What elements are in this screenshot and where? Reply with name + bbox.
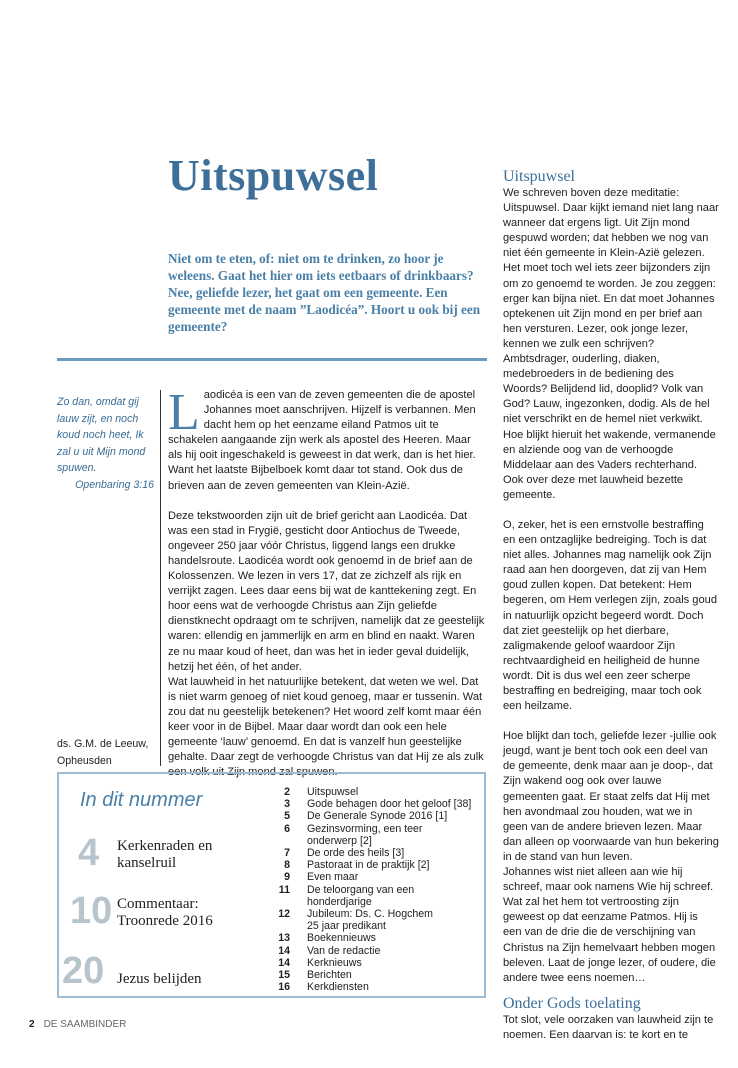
contents-item[interactable] [268, 957, 480, 969]
contents-item-title: Uitspuwsel [307, 786, 359, 798]
contents-page: 2 [284, 786, 290, 798]
paragraph-text: Deze tekstwoorden zijn uit de brief gericht aan Laodicéa. Dat was een stad in Frygië, gesticht door Antiochus de Tweede, ongeveer 250 jaar vóór Christus, liggend langs een drukke handelsroute. Laodicéa wordt ook genoemd in de brief aan de Kolossenzen. We lezen in vers 17, dat ze zichzelf als rijk en verrijkt zagen. Lees daar eens bij wat de kanttekening zegt. En hoor eens wat de verhoogde Christus aan Zijn geliefde dienstknecht opdraagt om te schrijven, namelijk dat ze geestelijk waren: ellendig en jammerlijk en arm en blind en naakt. Waren ze nu maar koud of heet, dan was het in ieder geval duidelijk, hetzij het één, of het ander. [168, 509, 485, 673]
featured-title: Commentaar: Troonrede 2016 [117, 896, 213, 929]
featured-page-number: 10 [70, 890, 113, 932]
contents-page: 8 [284, 859, 290, 872]
page-footer [29, 1019, 126, 1030]
contents-item-title: Boekennieuws [307, 932, 376, 945]
article-lead: Niet om te eten, of: niet om te drinken, zo hoor je weleens. Gaat het hier om iets eetbaars of drinkbaars? Nee, geliefde lezer, het gaat om een gemeente. Een gemeente met de naam ”Laodicéa”. Hoort u ook bij een gemeente? [168, 251, 481, 334]
contents-page: 6 [284, 822, 290, 835]
contents-list [268, 786, 480, 993]
contents-page: 12 [278, 908, 290, 921]
author-name: ds. G.M. de Leeuw, [57, 738, 149, 750]
contents-item-title: Berichten [307, 969, 352, 982]
contents-page: 5 [284, 810, 290, 823]
contents-item[interactable] [268, 981, 480, 993]
featured-item[interactable] [78, 834, 99, 872]
contents-page: 14 [278, 956, 290, 969]
body-paragraph: We schreven boven deze meditatie: Uitspuwsel. Daar kijkt iemand niet lang naar wanneer dat ergens ligt. Uit Zijn mond gespuwd worden; dat hebben we nog van niet één gemeente in Klein-Azië gelezen. Het moet toch wel iets zeer bijzonders zijn om zo genoemd te worden. Je zou zeggen: erger kan bijna niet. En dat moet Johannes optekenen uit Zijn mond en per brief aan hen versturen. Lezer, ook jonge lezer, kennen we zulk een schrijven? Ambtsdrager, ouderling, diaken, medebroeders in de bediening des Woords? Belijdend lid, dooplid? Volk van God? Lauw, ingezonken, dodig. Als de hel niet verschrikt en de hemel niet verkwikt. Hoe blijkt hieruit het wakende, vermanende en alziende oog van de verhoogde Middelaar aan des Vaders rechterhand. Ook over deze met lauwheid bezette gemeente. [503, 187, 719, 501]
contents-item[interactable] [268, 786, 480, 798]
featured-item[interactable] [70, 892, 112, 930]
quote-reference: Openbaring 3:16 [75, 478, 154, 491]
contents-item-title: Kerkdiensten [307, 981, 369, 994]
featured-title: Jezus belijden [117, 971, 202, 987]
contents-item[interactable] [268, 847, 480, 859]
contents-item-title: Gode behagen door het geloof [38] [307, 798, 472, 811]
contents-item[interactable] [268, 823, 480, 847]
author-credit [57, 736, 148, 769]
body-paragraph: Tot slot, vele oorzaken van lauwheid zijn te noemen. Een daarvan is: te kort en te [503, 1013, 714, 1041]
featured-item[interactable] [62, 952, 104, 990]
section-heading: Onder Gods toelating [503, 994, 641, 1012]
featured-item-text[interactable] [117, 971, 257, 988]
contents-page: 14 [278, 944, 290, 957]
contents-item[interactable] [268, 932, 480, 944]
body-paragraph: O, zeker, het is een ernstvolle bestraffing en een ontzaglijke bedreiging. Toch is dat niet alles. Johannes mag namelijk ook Zijn raad aan hen doorgeven, dat zij van Hem goud zullen kopen. Dat betekent: Hem begeren, om Hem verlegen zijn, zoals goud in natuurlijk opzicht begeerd wordt. Doch dat ziet geestelijk op het dierbare, zaligmakende geloof waardoor Zijn rechtvaardigheid en heiligheid de hunne wordt. Dit is dus wel een zeer scherpe bestraffing en bedreiging, maar toch ook een heilzame. [503, 518, 717, 713]
contents-page: 11 [278, 883, 290, 896]
featured-title: Kerkenraden en kanselruil [117, 838, 213, 871]
section-heading: Uitspuwsel [503, 168, 575, 185]
contents-page: 7 [284, 847, 290, 860]
featured-page-number: 4 [78, 832, 100, 874]
body-paragraph: Johannes wist niet alleen aan wie hij schreef, maar ook namens Wie hij schreef. Wat zal het hem tot vertroosting zijn geweest op dat eenzame Patmos. Hij is een van de drie die de verschijning van Christus na Zijn hemelvaart hebben mogen beleven. Laat de jonge lezer, of oudere, die andere twee eens noemen… [503, 866, 716, 984]
body-paragraph: Hoe blijkt dan toch, geliefde lezer -jullie ook jeugd, want je bent toch ook een deel van de gemeente, denk maar aan je doop-, dat Zijn wakend oog ook over lauwe gemeenten gaat. Er staat zelfs dat Hij met hen avondmaal zou houden, wat we in geen van de andere brieven lezen. Maar dan alleen op voorwaarde van hun bekering in de stand van hun leven. [503, 730, 719, 863]
contents-item-title: Even maar [307, 871, 359, 884]
publication-name: DE SAAMBINDER [43, 1019, 127, 1030]
body-paragraph [168, 509, 486, 675]
contents-item[interactable] [268, 871, 480, 883]
page-number: 2 [29, 1019, 35, 1030]
contents-page: 13 [278, 932, 290, 945]
contents-item[interactable] [268, 908, 480, 932]
paragraph-text: aodicéa is een van de zeven gemeenten die de apostel Johannes moet aanschrijven. Hijzelf is verbannen. Men dacht hem op het eenzame eiland Patmos uit te schakelen aangaande zijn werk als apostel des Heeren. Maar als hij ooit ingeschakeld is geweest in dat werk, dan is het hier. Want het laatste Bijbelboek komt daar tot stand. Ook dus de brieven aan de zeven gemeenten van Klein-Azië. [168, 389, 476, 492]
featured-item-text[interactable] [117, 896, 257, 930]
article-body [168, 384, 486, 795]
contents-item[interactable] [268, 810, 480, 822]
featured-item-text[interactable] [117, 838, 257, 872]
contents-item[interactable] [268, 969, 480, 981]
contents-item[interactable] [268, 798, 480, 810]
contents-item[interactable] [268, 859, 480, 871]
scripture-quote [57, 394, 154, 493]
contents-page: 15 [278, 969, 290, 982]
divider [57, 358, 487, 361]
featured-page-number: 20 [62, 950, 105, 992]
column-divider [160, 390, 161, 766]
contents-page: 3 [284, 798, 290, 811]
contents-item-title: De Generale Synode 2016 [1] [307, 810, 448, 823]
contents-item[interactable] [268, 884, 480, 908]
right-column [503, 168, 719, 1058]
article-title: Uitspuwsel [168, 151, 379, 200]
drop-cap: L [168, 384, 200, 441]
author-place: Opheusden [57, 754, 112, 767]
contents-page: 9 [284, 871, 290, 884]
quote-text: Zo dan, omdat gij lauw zijt, en noch koud noch heet, Ik zal u uit Mijn mond spuwen. [57, 396, 146, 474]
contents-item-title: Gezinsvorming, een teer onderwerp [2] [307, 822, 423, 847]
contents-item-title: Jubileum: Ds. C. Hogchem 25 jaar predikant [307, 908, 433, 933]
contents-page: 16 [278, 981, 290, 994]
contents-item-title: Van de redactie [307, 944, 381, 957]
body-paragraph [168, 384, 486, 494]
contents-item-title: De orde des heils [3] [307, 847, 405, 860]
paragraph-text: Wat lauwheid in het natuurlijke betekent, dat weten we wel. Dat is niet warm genoeg of niet koud genoeg, maar er tussenin. Wat zou dat nu geestelijk betekenen? Het woord zelf komt maar één keer voor in de Bijbel. Maar daar wordt dan ook een hele gemeente ‘lauw’ genoemd. En dat is vanzelf hun geestelijke gehalte. Daar zegt de verhoogde Christus van dat Hij ze als zulk een volk uit Zijn mond zal spuwen. [168, 675, 484, 779]
contents-item-title: Kerknieuws [307, 956, 362, 969]
contents-title: In dit nummer [80, 789, 203, 811]
contents-item-title: De teloorgang van een honderdjarige [307, 883, 415, 908]
contents-item-title: Pastoraat in de praktijk [2] [307, 859, 430, 872]
contents-item[interactable] [268, 945, 480, 957]
body-paragraph [168, 675, 486, 781]
